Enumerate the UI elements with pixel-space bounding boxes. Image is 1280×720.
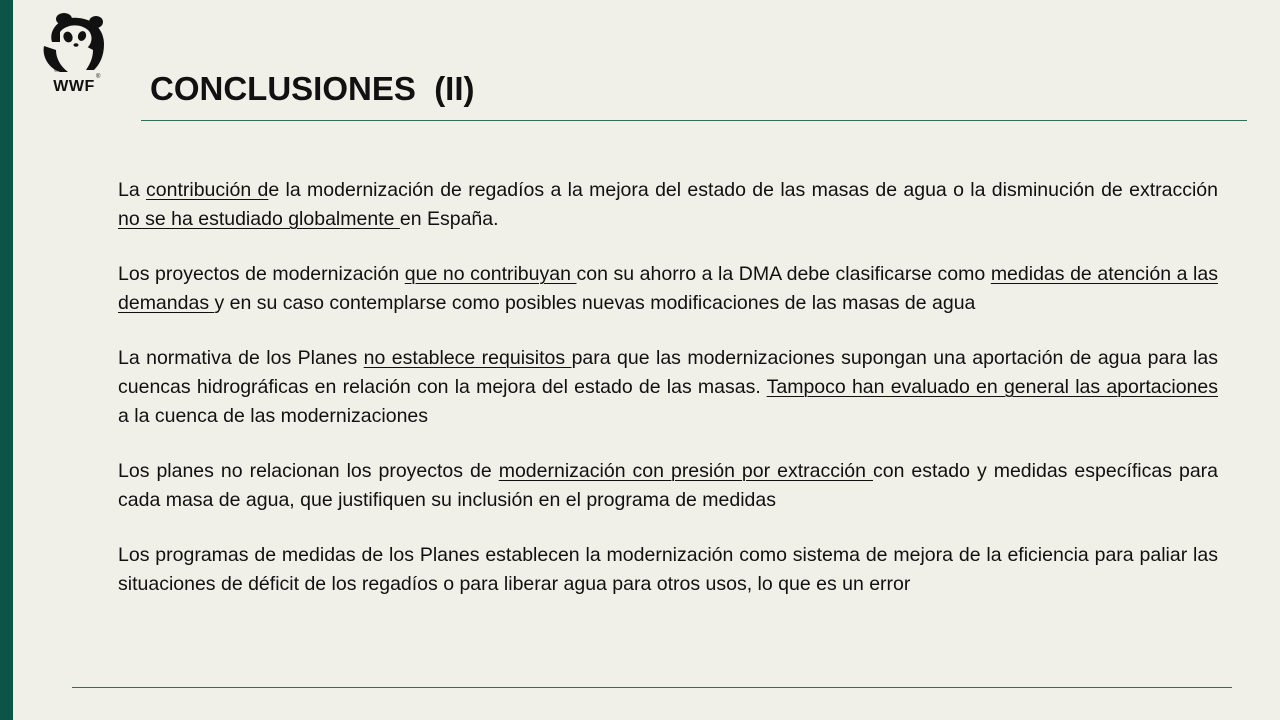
underlined-text: modernización con presión por extracción	[498, 460, 873, 482]
wwf-logo	[38, 12, 110, 100]
paragraph-text: con estado y medidas específicas para cada masa de agua, que justifiquen su inclusión en el programa de medidas	[118, 460, 1218, 511]
paragraph-text: e la modernización de regadíos a la mejora del estado de las masas de agua o la disminución de extracción	[268, 179, 1218, 201]
paragraph-text: Los programas de medidas de los Planes establecen la modernización como sistema de mejora de la eficiencia para paliar las situaciones de déficit de los regadíos o para liberar agua para otros usos, lo que es un error	[118, 544, 1218, 595]
paragraph-text: La	[118, 179, 147, 201]
underlined-text: Tampoco han evaluado en general las aportaciones	[766, 376, 1218, 398]
panda-icon	[38, 12, 110, 78]
underlined-text: no establece requisitos	[363, 347, 572, 369]
conclusion-paragraph	[118, 457, 1218, 515]
paragraph-text: y en su caso contemplarse como posibles nuevas modificaciones de las masas de agua	[214, 292, 976, 314]
underlined-text: no se ha estudiado globalmente	[118, 208, 400, 230]
underlined-text: contribución d	[146, 179, 269, 201]
wwf-logo-text: WWF	[53, 78, 95, 95]
conclusions-body	[118, 176, 1218, 599]
paragraph-text: Los planes no relacionan los proyectos de	[118, 460, 499, 482]
left-accent-bar	[0, 0, 13, 720]
paragraph-text: a la cuenca de las modernizaciones	[118, 405, 429, 427]
footer-divider	[72, 687, 1232, 688]
title-divider	[141, 120, 1247, 121]
registered-mark: ®	[54, 68, 59, 74]
conclusion-paragraph	[118, 176, 1218, 234]
registered-mark-2: ®	[96, 74, 101, 80]
paragraph-text: La normativa de los Planes	[118, 347, 364, 369]
underlined-text: que no contribuyan	[404, 263, 577, 285]
underlined-text: medidas de atención a las demandas	[118, 263, 1218, 314]
conclusion-paragraph	[118, 541, 1218, 599]
paragraph-text: en España.	[399, 208, 499, 230]
paragraph-text: para que las modernizaciones supongan una aportación de agua para las cuencas hidrográficas en relación con la mejora del estado de las masas.	[118, 347, 1219, 398]
page-title: CONCLUSIONES (II)	[150, 70, 475, 107]
paragraph-text: Los proyectos de modernización	[118, 263, 405, 285]
conclusion-paragraph	[118, 260, 1218, 318]
conclusion-paragraph	[118, 344, 1218, 431]
paragraph-text: con su ahorro a la DMA debe clasificarse como	[576, 263, 991, 285]
